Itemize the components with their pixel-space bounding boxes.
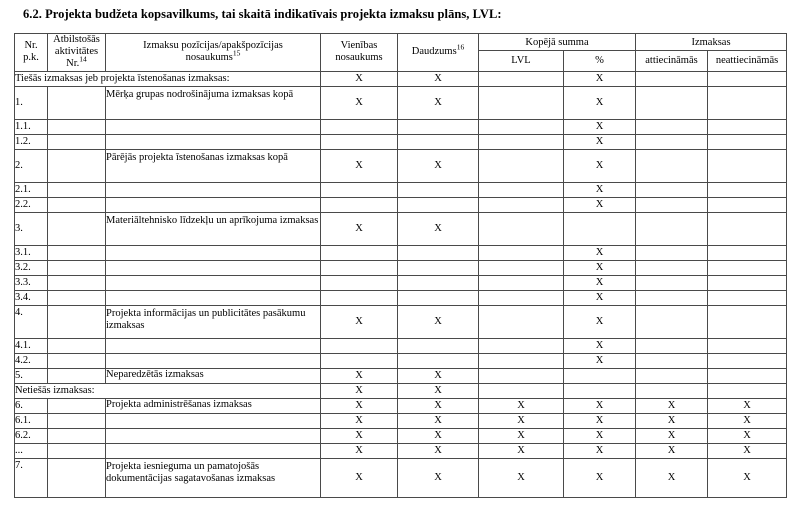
- cell-total-lvl: X: [479, 428, 564, 443]
- cell-unit-name: [321, 245, 398, 260]
- cell-row-number: 5.: [15, 368, 48, 383]
- cell-row-number: 4.1.: [15, 338, 48, 353]
- table-row: [15, 305, 787, 338]
- header-nr-line1: Nr.: [24, 40, 38, 52]
- header-position-line2: nosaukums: [185, 52, 233, 64]
- cell-activity-number: [48, 260, 106, 275]
- cell-cost-position-name: Materiāltehnisko līdzekļu un aprīkojuma izmaksas: [106, 212, 321, 245]
- cell-cost-eligible: [636, 245, 708, 260]
- cell-unit-name: X: [321, 413, 398, 428]
- cell-row-number: 3.3.: [15, 275, 48, 290]
- cell-quantity: X: [398, 383, 479, 398]
- header-unit-line2: nosaukums: [335, 52, 383, 64]
- cell-quantity: [398, 197, 479, 212]
- cell-activity-number: [48, 338, 106, 353]
- cell-unit-name: X: [321, 305, 398, 338]
- cell-cost-eligible: [636, 182, 708, 197]
- budget-table: [14, 33, 787, 498]
- cell-quantity: [398, 353, 479, 368]
- cell-unit-name: X: [321, 458, 398, 497]
- table-row: [15, 353, 787, 368]
- cell-cost-eligible: [636, 290, 708, 305]
- cell-row-number: 1.1.: [15, 119, 48, 134]
- header-activity-nr: [48, 34, 106, 72]
- cell-row-number: 7.: [15, 458, 48, 497]
- table-row: [15, 119, 787, 134]
- cell-total-percent: X: [564, 245, 636, 260]
- cell-row-number: 2.2.: [15, 197, 48, 212]
- footnote-ref-16: 16: [456, 42, 465, 52]
- cell-quantity: X: [398, 368, 479, 383]
- cell-total-lvl: [479, 86, 564, 119]
- cell-activity-number: [48, 134, 106, 149]
- header-total-lvl: LVL: [479, 51, 564, 71]
- cell-cost-eligible: [636, 71, 708, 86]
- cell-cost-eligible: X: [636, 458, 708, 497]
- cell-cost-eligible: [636, 275, 708, 290]
- cell-activity-number: [48, 428, 106, 443]
- cell-total-percent: X: [564, 338, 636, 353]
- cell-cost-position-name: [106, 245, 321, 260]
- cell-cost-position-name: [106, 134, 321, 149]
- cell-total-percent: X: [564, 353, 636, 368]
- cell-total-lvl: X: [479, 398, 564, 413]
- cell-total-lvl: [479, 71, 564, 86]
- cell-unit-name: X: [321, 368, 398, 383]
- cell-cost-ineligible: [708, 275, 787, 290]
- cell-cost-position-name: Projekta administrēšanas izmaksas: [106, 398, 321, 413]
- cell-unit-name: [321, 338, 398, 353]
- cell-cost-ineligible: [708, 305, 787, 338]
- cell-cost-ineligible: X: [708, 458, 787, 497]
- cell-cost-position-name: [106, 338, 321, 353]
- cell-activity-number: [48, 245, 106, 260]
- cell-total-percent: X: [564, 428, 636, 443]
- cell-cost-position-name: [106, 260, 321, 275]
- page-title: 6.2. Projekta budžeta kopsavilkums, tai skaitā indikatīvais projekta izmaksu plāns, LVL:: [23, 7, 502, 21]
- cell-unit-name: [321, 275, 398, 290]
- cell-cost-position-name: Projekta informācijas un publicitātes pasākumu izmaksas: [106, 305, 321, 338]
- cell-quantity: X: [398, 458, 479, 497]
- cell-cost-eligible: [636, 119, 708, 134]
- cell-total-lvl: [479, 119, 564, 134]
- cell-cost-ineligible: [708, 260, 787, 275]
- cell-total-percent: X: [564, 86, 636, 119]
- cell-total-lvl: X: [479, 413, 564, 428]
- cell-activity-number: [48, 197, 106, 212]
- cell-cost-position-name: [106, 428, 321, 443]
- cell-cost-eligible: [636, 368, 708, 383]
- cell-cost-ineligible: [708, 245, 787, 260]
- cell-row-number: ...: [15, 443, 48, 458]
- cell-cost-position-name: Pārējās projekta īstenošanas izmaksas kopā: [106, 149, 321, 182]
- cell-quantity: [398, 134, 479, 149]
- table-row: [15, 86, 787, 119]
- cell-cost-position-name: Projekta iesnieguma un pamatojošās dokumentācijas sagatavošanas izmaksas: [106, 458, 321, 497]
- cell-unit-name: X: [321, 71, 398, 86]
- cell-quantity: X: [398, 413, 479, 428]
- cell-cost-eligible: [636, 197, 708, 212]
- table-row: [15, 260, 787, 275]
- cell-cost-eligible: [636, 134, 708, 149]
- cell-activity-number: [48, 149, 106, 182]
- cell-total-percent: [564, 212, 636, 245]
- cell-row-number: 4.: [15, 305, 48, 338]
- cell-total-percent: [564, 368, 636, 383]
- cell-unit-name: X: [321, 443, 398, 458]
- cell-activity-number: [48, 275, 106, 290]
- cell-total-lvl: [479, 275, 564, 290]
- table-row: [15, 149, 787, 182]
- cell-cost-eligible: X: [636, 413, 708, 428]
- cell-row-number: 6.2.: [15, 428, 48, 443]
- cell-activity-number: [48, 398, 106, 413]
- cell-cost-ineligible: X: [708, 443, 787, 458]
- cell-unit-name: [321, 290, 398, 305]
- cell-unit-name: [321, 119, 398, 134]
- table-body: [15, 71, 787, 497]
- cell-quantity: X: [398, 398, 479, 413]
- cell-total-lvl: X: [479, 443, 564, 458]
- cell-total-lvl: [479, 182, 564, 197]
- cell-unit-name: [321, 182, 398, 197]
- cell-total-lvl: [479, 338, 564, 353]
- cell-cost-eligible: [636, 383, 708, 398]
- cell-cost-position-name: [106, 290, 321, 305]
- cell-total-lvl: [479, 290, 564, 305]
- cell-quantity: X: [398, 86, 479, 119]
- cell-total-lvl: [479, 149, 564, 182]
- cell-total-percent: X: [564, 305, 636, 338]
- cell-row-number: 2.1.: [15, 182, 48, 197]
- cell-cost-position-name: [106, 413, 321, 428]
- header-costs-eligible: attiecināmās: [636, 51, 708, 71]
- cell-activity-number: [48, 182, 106, 197]
- cell-quantity: [398, 245, 479, 260]
- cell-row-number: 4.2.: [15, 353, 48, 368]
- cell-total-lvl: [479, 353, 564, 368]
- cell-row-number: 6.: [15, 398, 48, 413]
- cell-quantity: [398, 182, 479, 197]
- cell-unit-name: X: [321, 212, 398, 245]
- cell-activity-number: [48, 458, 106, 497]
- cell-unit-name: [321, 197, 398, 212]
- header-activity-line1: Atbilstošās: [53, 34, 100, 45]
- cell-quantity: X: [398, 443, 479, 458]
- cell-total-percent: X: [564, 71, 636, 86]
- header-activity-line2: aktivitātes: [54, 46, 99, 58]
- cell-activity-number: [48, 119, 106, 134]
- cell-cost-ineligible: [708, 182, 787, 197]
- cell-cost-ineligible: [708, 212, 787, 245]
- cell-quantity: [398, 119, 479, 134]
- table-row: [15, 368, 787, 383]
- cell-cost-eligible: [636, 353, 708, 368]
- header-row-top: [15, 34, 787, 51]
- cell-total-percent: X: [564, 398, 636, 413]
- cell-unit-name: X: [321, 383, 398, 398]
- cell-total-percent: [564, 383, 636, 398]
- cell-row-number: 2.: [15, 149, 48, 182]
- cell-cost-ineligible: [708, 383, 787, 398]
- header-costs-group: Izmaksas: [636, 34, 787, 51]
- cell-cost-position-name: [106, 353, 321, 368]
- cell-cost-ineligible: [708, 290, 787, 305]
- cell-total-lvl: [479, 305, 564, 338]
- cell-total-percent: X: [564, 275, 636, 290]
- table-row: [15, 428, 787, 443]
- cell-cost-ineligible: [708, 71, 787, 86]
- table-row: [15, 338, 787, 353]
- cell-total-lvl: [479, 197, 564, 212]
- table-row: [15, 134, 787, 149]
- cell-total-lvl: [479, 383, 564, 398]
- cell-cost-ineligible: X: [708, 428, 787, 443]
- header-total-percent: %: [564, 51, 636, 71]
- cell-total-percent: X: [564, 182, 636, 197]
- cell-cost-ineligible: [708, 338, 787, 353]
- header-unit-line1: Vienības: [340, 40, 378, 52]
- table-row: [15, 212, 787, 245]
- cell-total-percent: X: [564, 458, 636, 497]
- cell-cost-eligible: [636, 212, 708, 245]
- table-row: [15, 245, 787, 260]
- cell-total-lvl: [479, 212, 564, 245]
- cell-unit-name: X: [321, 149, 398, 182]
- header-quantity-label: Daudzums: [411, 46, 457, 58]
- cell-cost-ineligible: [708, 119, 787, 134]
- cell-unit-name: [321, 260, 398, 275]
- cell-total-lvl: [479, 134, 564, 149]
- cell-cost-eligible: X: [636, 443, 708, 458]
- cell-cost-ineligible: [708, 368, 787, 383]
- cell-cost-position-name: Mērķa grupas nodrošinājuma izmaksas kopā: [106, 86, 321, 119]
- cell-quantity: X: [398, 71, 479, 86]
- table-row: [15, 443, 787, 458]
- table-row: [15, 458, 787, 497]
- cell-cost-ineligible: [708, 197, 787, 212]
- cell-cost-position-name: [106, 443, 321, 458]
- cell-cost-eligible: [636, 338, 708, 353]
- cell-total-percent: X: [564, 119, 636, 134]
- cell-row-number: 6.1.: [15, 413, 48, 428]
- cell-cost-eligible: [636, 86, 708, 119]
- cell-cost-ineligible: [708, 134, 787, 149]
- cell-total-lvl: [479, 368, 564, 383]
- header-activity-line3: Nr.: [66, 58, 80, 70]
- cell-activity-number: [48, 212, 106, 245]
- cell-quantity: [398, 260, 479, 275]
- header-costs-ineligible: neattiecināmās: [708, 51, 787, 71]
- table-row: [15, 182, 787, 197]
- cell-activity-number: [48, 86, 106, 119]
- cell-total-percent: X: [564, 290, 636, 305]
- cell-quantity: X: [398, 212, 479, 245]
- cell-quantity: X: [398, 428, 479, 443]
- table-section-row: [15, 383, 787, 398]
- cell-cost-position-name: Neparedzētās izmaksas: [106, 368, 321, 383]
- cell-cost-ineligible: [708, 149, 787, 182]
- header-cost-position-name: [106, 34, 321, 72]
- cell-activity-number: [48, 353, 106, 368]
- cell-cost-eligible: X: [636, 428, 708, 443]
- cell-cost-ineligible: [708, 86, 787, 119]
- cell-quantity: [398, 275, 479, 290]
- cell-cost-ineligible: [708, 353, 787, 368]
- cell-activity-number: [48, 443, 106, 458]
- cell-row-number: 1.2.: [15, 134, 48, 149]
- cell-total-percent: X: [564, 443, 636, 458]
- cell-row-number: 1.: [15, 86, 48, 119]
- cell-total-percent: X: [564, 149, 636, 182]
- cell-activity-number: [48, 368, 106, 383]
- table-section-row: [15, 71, 787, 86]
- table-row: [15, 413, 787, 428]
- cell-total-percent: X: [564, 260, 636, 275]
- header-position-line1: Izmaksu pozīcijas/apakšpozīcijas: [143, 40, 283, 52]
- cell-cost-position-name: [106, 275, 321, 290]
- cell-row-number: 3.: [15, 212, 48, 245]
- table-row: [15, 275, 787, 290]
- cell-activity-number: [48, 413, 106, 428]
- cell-cost-position-name: [106, 182, 321, 197]
- cell-unit-name: [321, 134, 398, 149]
- budget-table-container: [14, 33, 786, 498]
- cell-total-percent: X: [564, 197, 636, 212]
- cell-quantity: [398, 338, 479, 353]
- table-header: [15, 34, 787, 72]
- section-label: Netiešās izmaksas:: [15, 383, 321, 398]
- header-nr-line2: p.k.: [23, 52, 39, 64]
- cell-quantity: X: [398, 305, 479, 338]
- cell-row-number: 3.1.: [15, 245, 48, 260]
- cell-activity-number: [48, 305, 106, 338]
- cell-total-percent: X: [564, 134, 636, 149]
- footnote-ref-15: 15: [232, 48, 241, 58]
- cell-cost-eligible: [636, 305, 708, 338]
- cell-total-percent: X: [564, 413, 636, 428]
- cell-cost-position-name: [106, 197, 321, 212]
- cell-row-number: 3.2.: [15, 260, 48, 275]
- cell-cost-ineligible: X: [708, 398, 787, 413]
- cell-unit-name: X: [321, 428, 398, 443]
- cell-cost-position-name: [106, 119, 321, 134]
- cell-cost-eligible: [636, 260, 708, 275]
- table-row: [15, 197, 787, 212]
- cell-activity-number: [48, 290, 106, 305]
- cell-total-lvl: X: [479, 458, 564, 497]
- cell-quantity: [398, 290, 479, 305]
- cell-row-number: 3.4.: [15, 290, 48, 305]
- footnote-ref-14: 14: [79, 54, 87, 64]
- cell-unit-name: X: [321, 86, 398, 119]
- table-row: [15, 290, 787, 305]
- cell-cost-eligible: [636, 149, 708, 182]
- table-row: [15, 398, 787, 413]
- header-unit-name: [321, 34, 398, 72]
- cell-unit-name: X: [321, 398, 398, 413]
- cell-total-lvl: [479, 260, 564, 275]
- section-label: Tiešās izmaksas jeb projekta īstenošanas izmaksas:: [15, 71, 321, 86]
- header-total-sum-group: Kopējā summa: [479, 34, 636, 51]
- cell-cost-ineligible: X: [708, 413, 787, 428]
- header-nr: [15, 34, 48, 72]
- cell-cost-eligible: X: [636, 398, 708, 413]
- cell-total-lvl: [479, 245, 564, 260]
- header-quantity: [398, 34, 479, 72]
- cell-unit-name: [321, 353, 398, 368]
- cell-quantity: X: [398, 149, 479, 182]
